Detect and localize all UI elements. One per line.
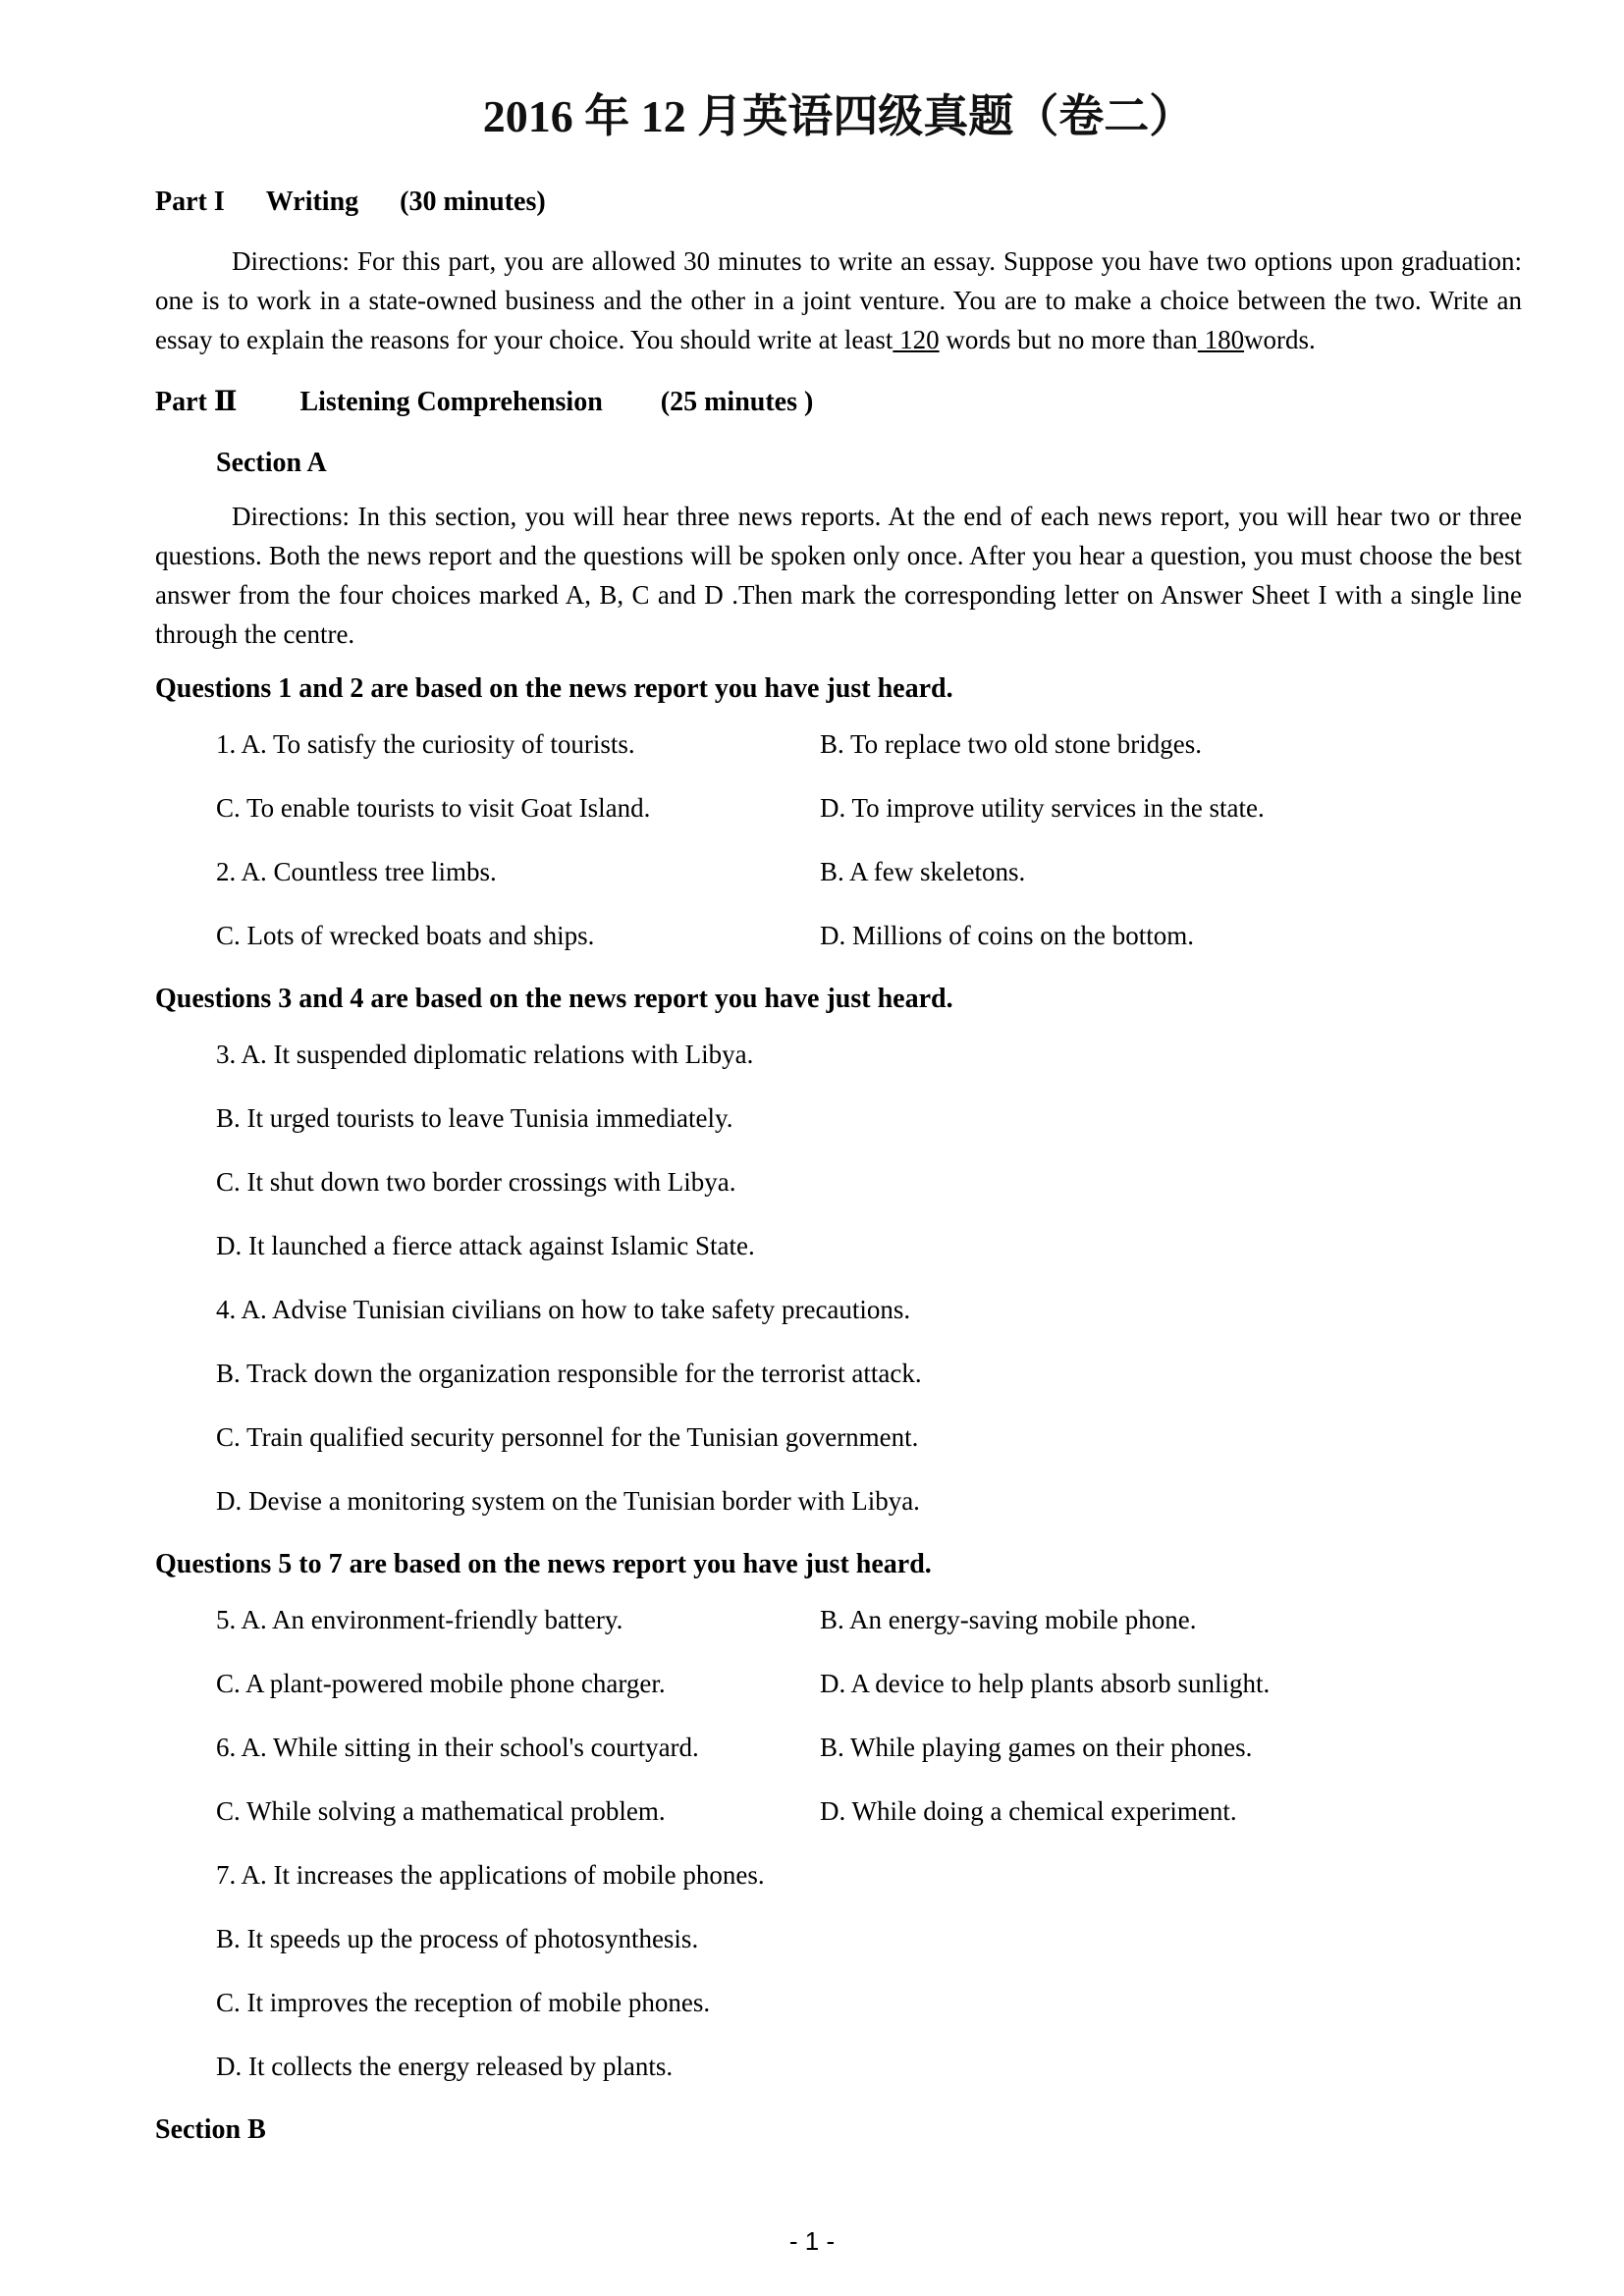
option-2d: D. Millions of coins on the bottom. — [820, 921, 1194, 950]
option-row — [155, 788, 1522, 828]
option-7d: D. It collects the energy released by plants. — [216, 2052, 674, 2081]
option-2a: 2. A. Countless tree limbs. — [216, 857, 497, 886]
option-6d: D. While doing a chemical experiment. — [820, 1796, 1237, 1826]
option-3a: 3. A. It suspended diplomatic relations with Libya. — [216, 1040, 754, 1069]
option-3b: B. It urged tourists to leave Tunisia immediately. — [216, 1103, 733, 1133]
part1-heading — [155, 183, 1522, 222]
option-6b: B. While playing games on their phones. — [820, 1733, 1253, 1762]
part1-directions — [155, 241, 1522, 359]
questions-1-2-heading: Questions 1 and 2 are based on the news report you have just heard. — [155, 673, 953, 704]
questions-3-4-heading: Questions 3 and 4 are based on the news report you have just heard. — [155, 984, 953, 1014]
part2-heading — [155, 383, 1522, 422]
word-max-count: 180 — [1197, 325, 1245, 354]
option-4c: C. Train qualified security personnel for the Tunisian government. — [216, 1422, 919, 1452]
option-1d: D. To improve utility services in the state. — [820, 793, 1265, 823]
part2-name: Listening Comprehension — [299, 387, 603, 417]
part1-duration: (30 minutes) — [400, 187, 546, 217]
page-number: - 1 - — [788, 2226, 836, 2256]
option-row — [155, 852, 1522, 891]
option-row — [155, 1600, 1522, 1639]
option-7a: 7. A. It increases the applications of mobile phones. — [216, 1860, 765, 1890]
page-title: 2016 年 12 月英语四级真题（卷二） — [482, 91, 1195, 141]
option-2b: B. A few skeletons. — [820, 857, 1026, 886]
option-5d: D. A device to help plants absorb sunlight. — [820, 1669, 1271, 1698]
option-row — [155, 724, 1522, 764]
option-row — [155, 1728, 1522, 1767]
option-row — [155, 1791, 1522, 1831]
option-5a: 5. A. An environment-friendly battery. — [216, 1605, 623, 1634]
option-6a: 6. A. While sitting in their school's courtyard. — [216, 1733, 699, 1762]
option-4b: B. Track down the organization responsible for the terrorist attack. — [216, 1359, 922, 1388]
part1-directions-text-end: words. — [1244, 325, 1316, 354]
part1-label: Part I — [155, 187, 225, 217]
option-2c: C. Lots of wrecked boats and ships. — [216, 921, 595, 950]
section-b-heading: Section B — [155, 2114, 266, 2145]
option-5b: B. An energy-saving mobile phone. — [820, 1605, 1197, 1634]
option-4a: 4. A. Advise Tunisian civilians on how to take safety precautions. — [216, 1295, 911, 1324]
option-6c: C. While solving a mathematical problem. — [216, 1796, 666, 1826]
option-row — [155, 1664, 1522, 1703]
section-a-heading: Section A — [216, 448, 327, 478]
part1-name: Writing — [265, 187, 359, 217]
option-4d: D. Devise a monitoring system on the Tunisian border with Libya. — [216, 1486, 920, 1516]
option-7c: C. It improves the reception of mobile phones. — [216, 1988, 711, 2017]
option-row — [155, 916, 1522, 955]
option-7b: B. It speeds up the process of photosynthesis. — [216, 1924, 699, 1953]
option-1c: C. To enable tourists to visit Goat Island. — [216, 793, 651, 823]
option-5c: C. A plant-powered mobile phone charger. — [216, 1669, 666, 1698]
option-3d: D. It launched a fierce attack against Islamic State. — [216, 1231, 755, 1260]
part1-directions-text: Directions: For this part, you are allowed 30 minutes to write an essay. Suppose you have two options upon graduation: one is to work in a state-owned business and the other in a joint venture. You are to make a choice between the two. Write an essay to explain the reasons for your choice. You should write at least — [155, 246, 1522, 354]
questions-5-7-heading: Questions 5 to 7 are based on the news report you have just heard. — [155, 1549, 932, 1579]
part2-label: Part Ⅱ — [155, 387, 238, 417]
part1-directions-text-mid: words but no more than — [939, 325, 1198, 354]
section-a-directions: Directions: In this section, you will hear three news reports. At the end of each news report, you will hear two or three questions. Both the news report and the questions will be spoken only once. After you hear a question, you must choose the best answer from the four choices marked A, B, C and D .Then mark the corresponding letter on Answer Sheet I with a single line through the centre. — [155, 502, 1522, 649]
part2-duration: (25 minutes ) — [660, 387, 814, 417]
word-min-count: 120 — [893, 325, 940, 354]
option-1a: 1. A. To satisfy the curiosity of tourists. — [216, 729, 635, 759]
option-1b: B. To replace two old stone bridges. — [820, 729, 1203, 759]
option-3c: C. It shut down two border crossings with Libya. — [216, 1167, 736, 1197]
